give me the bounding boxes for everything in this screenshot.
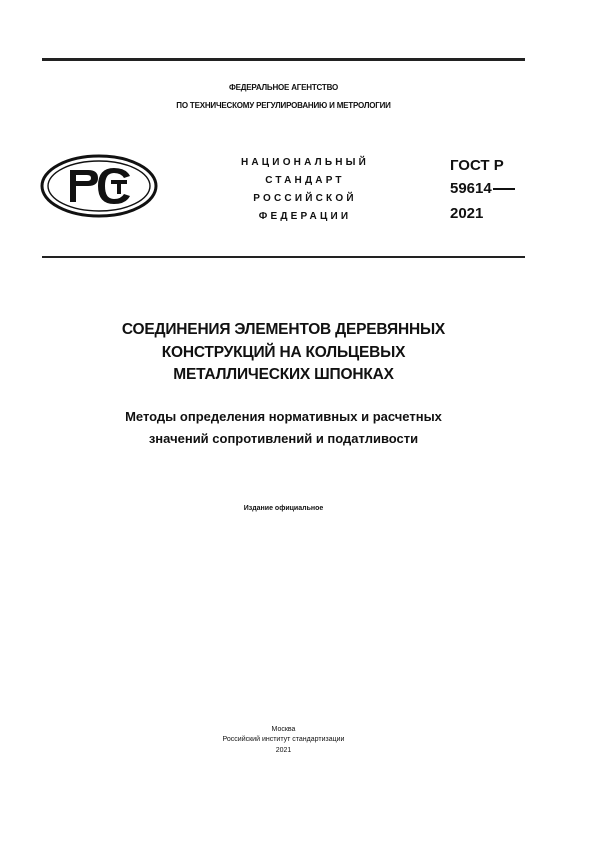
standard-label-line-1: НАЦИОНАЛЬНЫЙ (240, 157, 370, 168)
agency-name-line-1: ФЕДЕРАЛЬНОЕ АГЕНТСТВО (228, 83, 338, 92)
footer-year: 2021 (275, 747, 292, 754)
document-title-line-2: КОНСТРУКЦИЙ НА КОЛЬЦЕВЫХ (161, 344, 406, 361)
designation-prefix: ГОСТ Р (450, 157, 504, 174)
bottom-rule (42, 256, 525, 258)
footer-publisher: Российский институт стандартизации (222, 736, 345, 743)
designation-year: 2021 (450, 205, 484, 222)
document-subtitle-line-1: Методы определения нормативных и расчетных (125, 409, 442, 424)
document-title-line-3: МЕТАЛЛИЧЕСКИХ ШПОНКАХ (173, 366, 394, 383)
designation-dash (493, 188, 515, 190)
document-subtitle-line-2: значений сопротивлений и податливости (148, 431, 419, 446)
standard-label-line-2: СТАНДАРТ (265, 175, 345, 186)
document-title-line-1: СОЕДИНЕНИЯ ЭЛЕМЕНТОВ ДЕРЕВЯННЫХ (121, 321, 446, 338)
footer-city: Москва (271, 726, 296, 733)
gost-r-mark-icon (40, 154, 158, 218)
top-rule (42, 58, 525, 61)
agency-name-line-2: ПО ТЕХНИЧЕСКОМУ РЕГУЛИРОВАНИЮ И МЕТРОЛОГИИ (176, 101, 391, 110)
standard-label-line-3: РОССИЙСКОЙ (253, 193, 357, 204)
standard-label-line-4: ФЕДЕРАЦИИ (258, 211, 352, 222)
edition-note: Издание официальное (243, 505, 324, 512)
designation-number: 59614 (450, 180, 492, 197)
designation-number-line (450, 181, 515, 196)
